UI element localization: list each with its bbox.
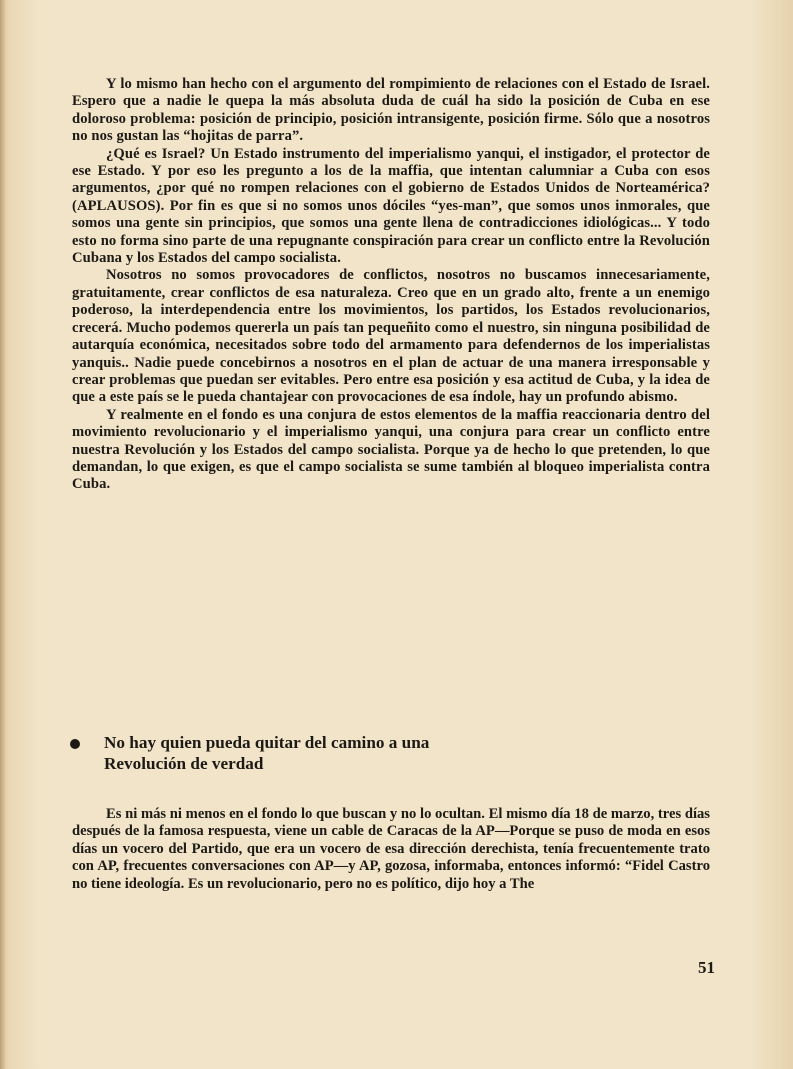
page-number: 51 [698,958,715,977]
paragraph: Es ni más ni menos en el fondo lo que buscan y no lo ocultan. El mismo día 18 de marzo, tres días después de la famosa respuesta, viene un cable de Caracas de la AP—Porque se puso de moda en esos días un vocero del Partido, que era un vocero de esa dirección derechista, tenía frecuentemente trato con AP, frecuentes conversaciones con AP—y AP, gozosa, informaba, entonces informó: “Fidel Castro no tiene ideología. Es un revolucionario, pero no es político, dijo hoy a The [72,806,710,892]
paragraph: Y lo mismo han hecho con el argumento del rompimiento de relaciones con el Estado de Israel. Espero que a nadie le quepa la más absoluta duda de cuál ha sido la posición de Cuba en ese doloroso problema: posición de principio, posición intransigente, posición firme. Sólo que a nosotros no nos gustan las “hojitas de parra”. [72,76,710,145]
body-text-bottom [72,806,710,893]
paragraph: ¿Qué es Israel? Un Estado instrumento del imperialismo yanqui, el instigador, el protector de ese Estado. Y por eso les pregunto a los de la maffia, que intentan calumniar a Cuba con esos argumentos, ¿por qué no rompen relaciones con el gobierno de Estados Unidos de Norteamérica? (APLAUSOS). Por fin es que si no somos unos dóciles “yes-man”, que somos unos inmorales, que somos una gente sin principios, que somos una gente llena de contradicciones idiológicas... Y todo esto no forma sino parte de una repugnante conspiración para crear un conflicto entre la Revolución Cubana y los Estados del campo socialista. [72,145,710,267]
paragraph: Nosotros no somos provocadores de conflictos, nosotros no buscamos innecesariamente, gratuitamente, crear conflictos de esa naturaleza. Creo que en un grado alto, frente a un enemigo poderoso, la interdependencia entre los movimientos, los partidos, los Estados revolucionarios, crecerá. Mucho podemos quererla un país tan pequeñito como el nuestro, sin ninguna posibilidad de autarquía económica, necesitados sobre todo del armamento para defendernos de los imperialistas yanquis.. Nadie puede concebirnos a nosotros en el plan de actuar de una manera irresponsable y crear problemas que puedan ser evitables. Pero entre esa posición y esa actitud de Cuba, y la idea de que a este país se le pueda chantajear con provocaciones de esa índole, hay un profundo abismo. [72,267,710,406]
heading-line: No hay quien pueda quitar del camino a una [104,733,430,752]
body-text-top [72,76,710,494]
bullet-icon [70,739,80,749]
page-binding-edge [0,0,6,1069]
section-heading [70,732,710,774]
heading-line: Revolución de verdad [104,754,264,773]
paragraph: Y realmente en el fondo es una conjura de estos elementos de la maffia reaccionaria dentro del movimiento revolucionario y el imperialismo yanqui, una conjura para crear un conflicto entre nuestra Revolución y los Estados del campo socialista. Porque ya de hecho lo que pretenden, lo que demandan, lo que exigen, es que el campo socialista se sume también al bloqueo imperialista contra Cuba. [72,406,710,493]
